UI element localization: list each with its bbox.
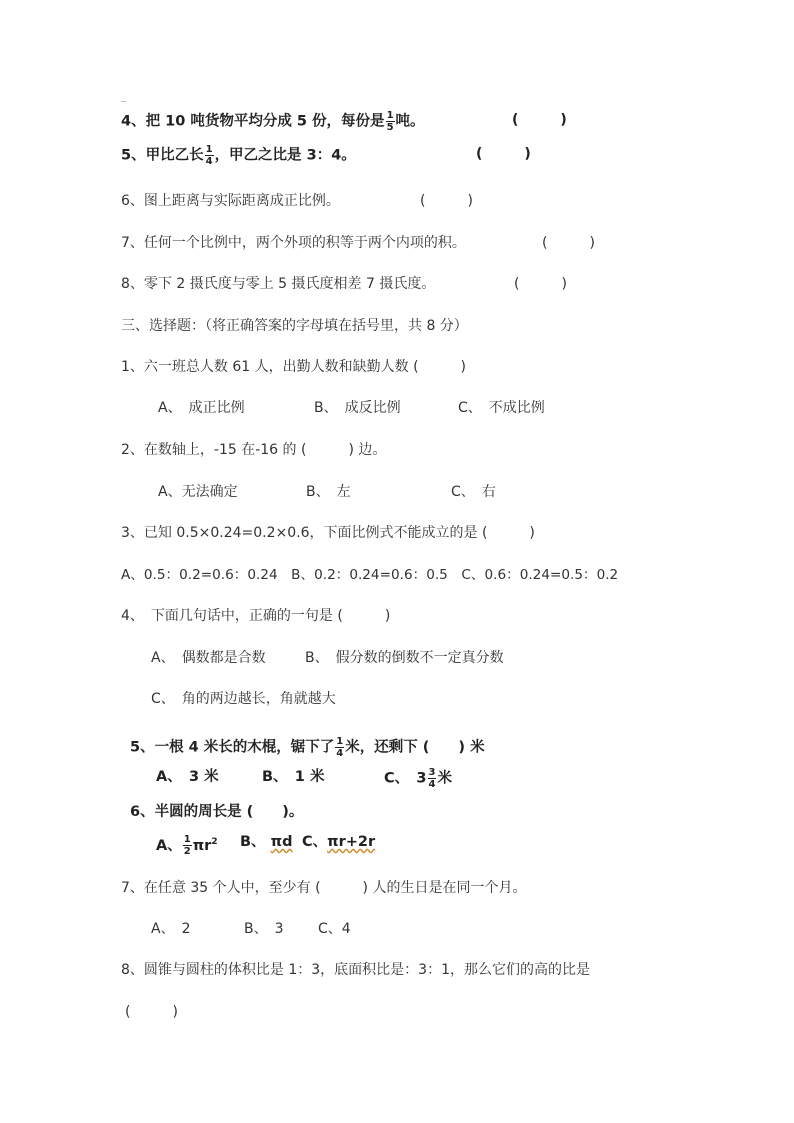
choice-question-3: 3、已知 0.5×0.24=0.2×0.6，下面比例式不能成立的是 ( )	[121, 525, 535, 541]
option-a[interactable]: A、 3 米	[156, 769, 219, 785]
section-title: 三、选择题：（将正确答案的字母填在括号里，共 8 分）	[121, 318, 468, 334]
option-c[interactable]: C、 右	[451, 484, 496, 500]
option-c[interactable]: C、 3 $\frac{3}{4}$ 米	[384, 767, 452, 790]
option-c[interactable]: C、πr+2r	[302, 834, 376, 850]
choice-question-2: 2、在数轴上，-15 在-16 的 ( ) 边。	[121, 442, 387, 458]
fraction: $\frac{1}{2}$	[183, 834, 191, 858]
choice-question-6: 6、半圆的周长是 ( )。	[130, 804, 304, 820]
question-text-end: 吨。	[395, 113, 425, 130]
option-b[interactable]: B、 左	[306, 484, 351, 500]
question-text: 5、甲比乙长	[121, 147, 204, 164]
option-b[interactable]: B、 成反比例	[314, 400, 401, 416]
question-text-end: 米，还剩下 ( ) 米	[345, 739, 485, 756]
scan-mark	[121, 101, 126, 102]
choice-question-7: 7、在任意 35 个人中，至少有 ( ) 人的生日是在同一个月。	[121, 880, 527, 896]
question-text-end: ，甲乙之比是 3：4。	[214, 147, 356, 164]
answer-blank-q6[interactable]: ( )	[420, 193, 473, 209]
answer-blank-q4[interactable]: ( )	[512, 112, 567, 128]
answer-blank-choice-8[interactable]: ( )	[125, 1004, 178, 1020]
option-list[interactable]: A、0.5：0.2=0.6：0.24 B、0.2：0.24=0.6：0.5 C、0.6：0.24=0.5：0.2	[121, 567, 619, 583]
option-a[interactable]: A、 $\frac{1}{2}$ $\pi r^2$	[156, 834, 218, 858]
choice-question-8: 8、圆锥与圆柱的体积比是 1：3，底面积比是：3：1，那么它们的高的比是	[121, 962, 590, 978]
answer-blank-q5[interactable]: ( )	[476, 146, 531, 162]
fraction: $\frac{1}{4}$	[205, 144, 213, 167]
option-a[interactable]: A、 成正比例	[158, 400, 245, 416]
judge-question-8: 8、零下 2 摄氏度与零上 5 摄氏度相差 7 摄氏度。	[121, 276, 436, 292]
judge-question-4	[121, 110, 425, 133]
judge-question-5	[121, 144, 356, 167]
answer-blank-q8[interactable]: ( )	[514, 276, 567, 292]
option-c[interactable]: C、4	[318, 921, 351, 937]
option-b[interactable]: B、 3	[244, 921, 284, 937]
judge-question-6: 6、图上距离与实际距离成正比例。	[121, 193, 340, 209]
option-a[interactable]: A、 2	[151, 921, 191, 937]
choice-question-1: 1、六一班总人数 61 人，出勤人数和缺勤人数 ( )	[121, 359, 466, 375]
option-a[interactable]: A、 偶数都是合数	[151, 650, 266, 666]
choice-question-4: 4、 下面几句话中，正确的一句是 ( )	[121, 608, 391, 624]
option-b[interactable]: B、 假分数的倒数不一定真分数	[305, 650, 504, 666]
fraction: $\frac{1}{5}$	[386, 110, 394, 133]
option-b[interactable]: B、 πd	[240, 834, 293, 850]
choice-question-5	[130, 736, 485, 759]
option-c[interactable]: C、 不成比例	[458, 400, 545, 416]
option-b[interactable]: B、 1 米	[262, 769, 325, 785]
question-text: 5、一根 4 米长的木棍，锯下了	[130, 739, 335, 756]
option-c[interactable]: C、 角的两边越长，角就越大	[151, 691, 336, 707]
judge-question-7: 7、任何一个比例中，两个外项的积等于两个内项的积。	[121, 235, 466, 251]
question-text: 4、把 10 吨货物平均分成 5 份，每份是	[121, 113, 385, 130]
answer-blank-q7[interactable]: ( )	[542, 235, 595, 251]
fraction: $\frac{3}{4}$	[428, 767, 436, 790]
fraction: $\frac{1}{4}$	[336, 736, 344, 759]
option-a[interactable]: A、无法确定	[158, 484, 238, 500]
